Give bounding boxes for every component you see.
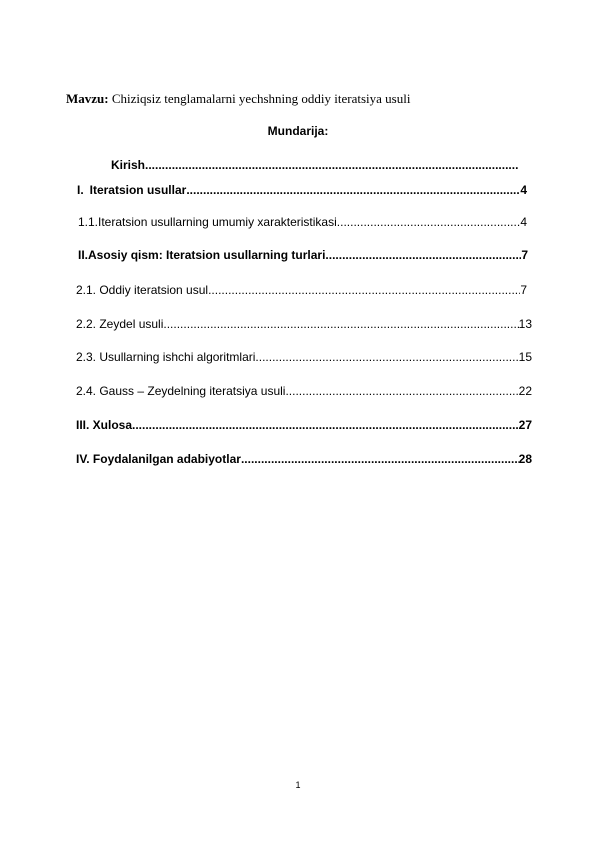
toc-leader-dots — [208, 283, 520, 297]
toc-entry-title: Iteratsion usullarning umumiy xarakteristikasi — [98, 215, 337, 229]
toc-leader-dots — [255, 350, 518, 364]
toc-leader-dots — [337, 215, 521, 229]
toc-entry-title: Kirish — [111, 158, 146, 172]
toc-entry-oddiy-iteratsion-usul — [76, 283, 527, 299]
toc-entry-page: 7 — [520, 283, 527, 297]
toc-entry-number: II. — [78, 248, 89, 262]
toc-entry-page: 7 — [521, 248, 528, 262]
toc-entry-page: 27 — [518, 418, 532, 432]
toc-entry-asosiy-qism — [78, 248, 528, 264]
topic-line — [66, 91, 410, 107]
toc-entry-page: 4 — [520, 183, 527, 197]
toc-entry-title: Iteratsion usullar — [89, 183, 187, 197]
toc-entry-title: III. Xulosa — [76, 418, 133, 432]
toc-entry-title: 2.3. Usullarning ishchi algoritmlari — [76, 350, 256, 364]
toc-entry-ishchi-algoritmlari — [76, 350, 532, 366]
toc-entry-page: 13 — [518, 317, 532, 331]
toc-entry-page: 15 — [518, 350, 532, 364]
toc-entry-umumiy-xarakteristika — [78, 215, 527, 231]
topic-label: Mavzu: — [66, 91, 109, 106]
toc-entry-page: 22 — [518, 384, 532, 398]
toc-leader-dots — [186, 183, 520, 197]
toc-entry-adabiyotlar — [76, 452, 532, 468]
toc-leader-dots — [145, 158, 519, 172]
toc-entry-zeydel-usuli — [76, 317, 532, 333]
toc-entry-xulosa — [76, 418, 532, 434]
toc-entry-kirish — [111, 158, 519, 174]
toc-entry-title: 2.2. Zeydel usuli — [76, 317, 164, 331]
toc-leader-dots — [132, 418, 519, 432]
toc-entry-page: 4 — [520, 215, 527, 229]
toc-entry-gauss-zeydel — [76, 384, 532, 400]
page-number: 1 — [295, 780, 301, 790]
toc-leader-dots — [325, 248, 521, 262]
toc-entry-title: IV. Foydalanilgan adabiyotlar — [76, 452, 241, 466]
toc-leader-dots — [285, 384, 518, 398]
toc-title: Mundarija: — [267, 124, 329, 138]
toc-entry-title: 2.1. Oddiy iteratsion usul — [76, 283, 209, 297]
toc-leader-dots — [241, 452, 519, 466]
toc-entry-title: Asosiy qism: Iteratsion usullarning turlari — [88, 248, 326, 262]
toc-leader-dots — [163, 317, 518, 331]
topic-text: Chiziqsiz tenglamalarni yechshning oddiy iteratsiya usuli — [108, 91, 411, 106]
toc-entry-title: 2.4. Gauss – Zeydelning iteratsiya usuli — [76, 384, 286, 398]
toc-entry-iteratsion-usullar — [77, 183, 527, 199]
toc-entry-page: 28 — [518, 452, 532, 466]
toc-entry-number: 1.1. — [78, 215, 99, 229]
toc-entry-number: I. — [77, 183, 84, 197]
